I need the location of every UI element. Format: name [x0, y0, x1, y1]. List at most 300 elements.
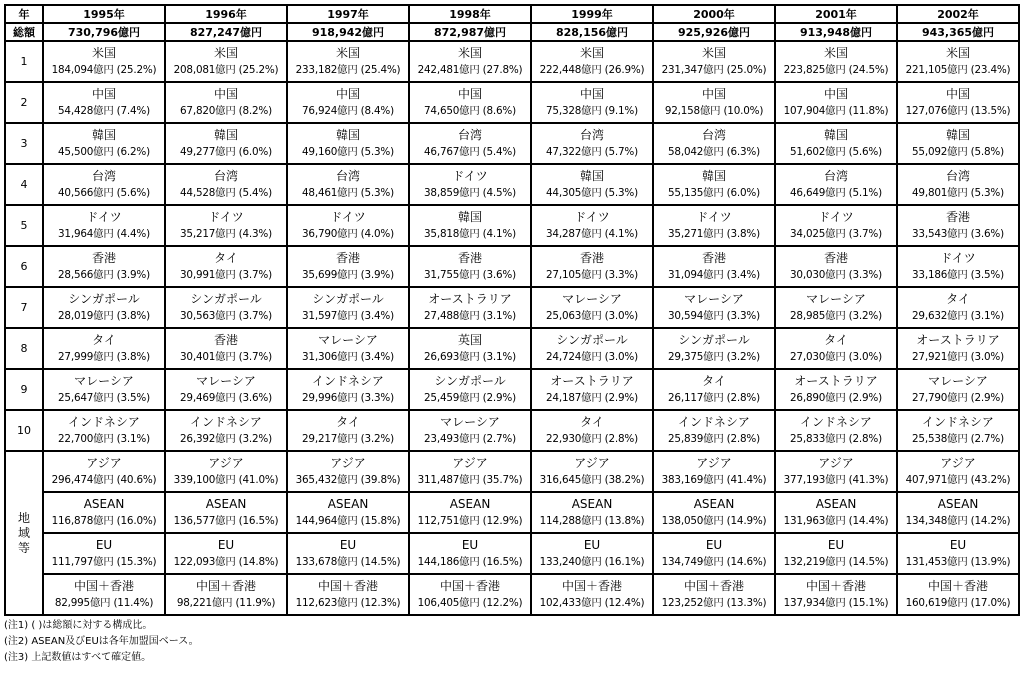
country-name: アジア — [940, 455, 976, 470]
trade-table — [4, 4, 1020, 616]
rank-number: 4 — [6, 165, 42, 204]
amount-share: 27,030億円 (3.0%) — [790, 350, 882, 363]
amount-share: 45,500億円 (6.2%) — [58, 145, 150, 158]
table-cell — [166, 124, 286, 163]
amount-share: 22,700億円 (3.1%) — [58, 432, 150, 445]
country-name: 中国 — [701, 86, 726, 101]
amount-share: 296,474億円 (40.6%) — [51, 473, 157, 486]
country-name: ドイツ — [574, 209, 610, 224]
country-name: インドネシア — [678, 414, 750, 429]
country-name: 米国 — [823, 45, 848, 60]
country-name: 韓国 — [91, 127, 116, 142]
amount-share: 31,597億円 (3.4%) — [302, 309, 394, 322]
amount-share: 407,971億円 (43.2%) — [905, 473, 1011, 486]
table-row — [6, 42, 1018, 81]
region-label — [6, 452, 42, 614]
country-name: EU — [705, 537, 723, 552]
table-cell — [288, 83, 408, 122]
amount-share: 27,105億円 (3.3%) — [546, 268, 638, 281]
country-name: 韓国 — [213, 127, 238, 142]
country-name: 米国 — [701, 45, 726, 60]
country-name: アジア — [574, 455, 610, 470]
amount-share: 31,094億円 (3.4%) — [668, 268, 760, 281]
table-row — [6, 247, 1018, 286]
year-header: 1999年 — [532, 6, 652, 22]
amount-share: 49,277億円 (6.0%) — [180, 145, 272, 158]
amount-share: 55,092億円 (5.8%) — [912, 145, 1004, 158]
table-cell — [288, 411, 408, 450]
table-cell — [532, 534, 652, 573]
country-name: インドネシア — [312, 373, 384, 388]
country-name: ドイツ — [940, 250, 976, 265]
table-cell — [410, 534, 530, 573]
country-name: 台湾 — [91, 168, 116, 183]
amount-share: 33,543億円 (3.6%) — [912, 227, 1004, 240]
table-cell — [898, 493, 1018, 532]
amount-share: 34,025億円 (3.7%) — [790, 227, 882, 240]
table-cell — [776, 42, 896, 81]
country-name: EU — [461, 537, 479, 552]
country-name: ASEAN — [815, 496, 857, 511]
amount-share: 34,287億円 (4.1%) — [546, 227, 638, 240]
amount-share: 24,187億円 (2.9%) — [546, 391, 638, 404]
amount-share: 27,488億円 (3.1%) — [424, 309, 516, 322]
table-cell — [532, 370, 652, 409]
footnote: (注1) ( )は総額に対する構成比。 — [4, 620, 153, 631]
region-label-char: 地 — [17, 510, 30, 525]
country-name: タイ — [702, 373, 726, 388]
amount-share: 144,964億円 (15.8%) — [295, 514, 401, 527]
amount-share: 74,650億円 (8.6%) — [424, 104, 516, 117]
table-cell — [288, 575, 408, 614]
amount-share: 106,405億円 (12.2%) — [417, 596, 523, 609]
table-cell — [44, 247, 164, 286]
country-name: インドネシア — [68, 414, 140, 429]
amount-share: 28,985億円 (3.2%) — [790, 309, 882, 322]
year-label: 年 — [6, 6, 42, 22]
country-name: EU — [827, 537, 845, 552]
amount-share: 30,991億円 (3.7%) — [180, 268, 272, 281]
table-cell — [410, 411, 530, 450]
amount-share: 26,117億円 (2.8%) — [668, 391, 760, 404]
amount-share: 54,428億円 (7.4%) — [58, 104, 150, 117]
table-cell — [288, 329, 408, 368]
country-name: 韓国 — [335, 127, 360, 142]
country-name: 中国＋香港 — [317, 578, 378, 593]
amount-share: 92,158億円 (10.0%) — [664, 104, 764, 117]
amount-share: 23,493億円 (2.7%) — [424, 432, 516, 445]
table-row — [6, 452, 1018, 491]
region-label-char: 域 — [17, 525, 30, 540]
country-name: 韓国 — [701, 168, 726, 183]
amount-share: 116,878億円 (16.0%) — [51, 514, 157, 527]
table-cell — [288, 370, 408, 409]
table-cell — [898, 206, 1018, 245]
country-name: 中国＋香港 — [927, 578, 988, 593]
table-cell — [776, 124, 896, 163]
country-name: EU — [95, 537, 113, 552]
rank-number: 6 — [6, 247, 42, 286]
amount-share: 36,790億円 (4.0%) — [302, 227, 394, 240]
table-cell — [654, 493, 774, 532]
country-name: アジア — [696, 455, 732, 470]
amount-share: 35,818億円 (4.1%) — [424, 227, 516, 240]
table-cell — [410, 124, 530, 163]
amount-share: 107,904億円 (11.8%) — [783, 104, 889, 117]
country-name: マレーシア — [318, 332, 378, 347]
amount-share: 339,100億円 (41.0%) — [173, 473, 279, 486]
amount-share: 26,693億円 (3.1%) — [424, 350, 516, 363]
country-name: 香港 — [91, 250, 116, 265]
country-name: アジア — [86, 455, 122, 470]
country-name: 米国 — [457, 45, 482, 60]
amount-share: 25,063億円 (3.0%) — [546, 309, 638, 322]
amount-share: 231,347億円 (25.0%) — [661, 63, 767, 76]
amount-share: 28,019億円 (3.8%) — [58, 309, 150, 322]
amount-share: 26,890億円 (2.9%) — [790, 391, 882, 404]
table-cell — [654, 534, 774, 573]
country-name: 中国 — [945, 86, 970, 101]
table-row — [6, 124, 1018, 163]
table-cell — [44, 124, 164, 163]
country-name: マレーシア — [562, 291, 622, 306]
year-header: 1997年 — [288, 6, 408, 22]
year-header: 2002年 — [898, 6, 1018, 22]
table-cell — [654, 575, 774, 614]
table-row — [6, 165, 1018, 204]
table-cell — [776, 452, 896, 491]
rank-number: 3 — [6, 124, 42, 163]
country-name: シンガポール — [434, 373, 506, 388]
total-value: 913,948億円 — [776, 24, 896, 40]
amount-share: 76,924億円 (8.4%) — [302, 104, 394, 117]
total-value: 943,365億円 — [898, 24, 1018, 40]
country-name: タイ — [824, 332, 848, 347]
amount-share: 134,749億円 (14.6%) — [661, 555, 767, 568]
table-cell — [288, 124, 408, 163]
table-cell — [532, 165, 652, 204]
country-name: 中国＋香港 — [561, 578, 622, 593]
table-cell — [288, 206, 408, 245]
document — [4, 4, 1020, 666]
amount-share: 122,093億円 (14.8%) — [173, 555, 279, 568]
country-name: マレーシア — [196, 373, 256, 388]
country-name: マレーシア — [928, 373, 988, 388]
rank-number: 2 — [6, 83, 42, 122]
table-cell — [532, 411, 652, 450]
table-cell — [776, 83, 896, 122]
table-cell — [654, 124, 774, 163]
country-name: 米国 — [945, 45, 970, 60]
table-cell — [776, 534, 896, 573]
country-name: タイ — [336, 414, 360, 429]
amount-share: 30,594億円 (3.3%) — [668, 309, 760, 322]
table-cell — [532, 42, 652, 81]
table-cell — [410, 493, 530, 532]
amount-share: 133,678億円 (14.5%) — [295, 555, 401, 568]
country-name: マレーシア — [74, 373, 134, 388]
table-cell — [898, 452, 1018, 491]
amount-share: 365,432億円 (39.8%) — [295, 473, 401, 486]
table-cell — [410, 452, 530, 491]
rank-number: 7 — [6, 288, 42, 327]
amount-share: 98,221億円 (11.9%) — [176, 596, 276, 609]
amount-share: 24,724億円 (3.0%) — [546, 350, 638, 363]
country-name: オーストラリア — [916, 332, 1000, 347]
table-cell — [532, 83, 652, 122]
amount-share: 35,699億円 (3.9%) — [302, 268, 394, 281]
total-value: 828,156億円 — [532, 24, 652, 40]
country-name: ドイツ — [452, 168, 488, 183]
amount-share: 48,461億円 (5.3%) — [302, 186, 394, 199]
country-name: 台湾 — [213, 168, 238, 183]
country-name: ASEAN — [937, 496, 979, 511]
country-name: シンガポール — [190, 291, 262, 306]
country-name: 台湾 — [457, 127, 482, 142]
country-name: ASEAN — [205, 496, 247, 511]
table-cell — [532, 247, 652, 286]
year-header-row — [6, 6, 1018, 22]
country-name: シンガポール — [68, 291, 140, 306]
table-cell — [288, 247, 408, 286]
amount-share: 30,401億円 (3.7%) — [180, 350, 272, 363]
amount-share: 26,392億円 (3.2%) — [180, 432, 272, 445]
table-cell — [44, 42, 164, 81]
table-cell — [166, 42, 286, 81]
table-cell — [410, 370, 530, 409]
table-cell — [532, 493, 652, 532]
table-cell — [898, 411, 1018, 450]
amount-share: 184,094億円 (25.2%) — [51, 63, 157, 76]
year-header: 2001年 — [776, 6, 896, 22]
country-name: 香港 — [335, 250, 360, 265]
amount-share: 29,632億円 (3.1%) — [912, 309, 1004, 322]
amount-share: 25,839億円 (2.8%) — [668, 432, 760, 445]
amount-share: 46,767億円 (5.4%) — [424, 145, 516, 158]
amount-share: 31,306億円 (3.4%) — [302, 350, 394, 363]
amount-share: 29,217億円 (3.2%) — [302, 432, 394, 445]
amount-share: 27,790億円 (2.9%) — [912, 391, 1004, 404]
amount-share: 31,964億円 (4.4%) — [58, 227, 150, 240]
year-header: 1996年 — [166, 6, 286, 22]
country-name: 香港 — [579, 250, 604, 265]
country-name: ドイツ — [696, 209, 732, 224]
table-cell — [898, 534, 1018, 573]
amount-share: 51,602億円 (5.6%) — [790, 145, 882, 158]
table-cell — [898, 124, 1018, 163]
table-cell — [44, 452, 164, 491]
table-row — [6, 411, 1018, 450]
table-cell — [166, 493, 286, 532]
amount-share: 29,469億円 (3.6%) — [180, 391, 272, 404]
table-body — [6, 42, 1018, 614]
table-row — [6, 534, 1018, 573]
country-name: 韓国 — [945, 127, 970, 142]
table-cell — [410, 83, 530, 122]
country-name: 中国 — [457, 86, 482, 101]
amount-share: 38,859億円 (4.5%) — [424, 186, 516, 199]
country-name: タイ — [214, 250, 238, 265]
amount-share: 22,930億円 (2.8%) — [546, 432, 638, 445]
amount-share: 27,999億円 (3.8%) — [58, 350, 150, 363]
amount-share: 133,240億円 (16.1%) — [539, 555, 645, 568]
country-name: 中国 — [335, 86, 360, 101]
amount-share: 131,453億円 (13.9%) — [905, 555, 1011, 568]
amount-share: 29,996億円 (3.3%) — [302, 391, 394, 404]
amount-share: 111,797億円 (15.3%) — [51, 555, 157, 568]
table-cell — [654, 329, 774, 368]
country-name: ドイツ — [208, 209, 244, 224]
amount-share: 31,755億円 (3.6%) — [424, 268, 516, 281]
rank-number: 9 — [6, 370, 42, 409]
country-name: 中国 — [213, 86, 238, 101]
table-cell — [288, 165, 408, 204]
table-cell — [44, 370, 164, 409]
country-name: タイ — [946, 291, 970, 306]
country-name: 中国 — [91, 86, 116, 101]
table-row — [6, 370, 1018, 409]
amount-share: 30,563億円 (3.7%) — [180, 309, 272, 322]
table-cell — [166, 452, 286, 491]
amount-share: 144,186億円 (16.5%) — [417, 555, 523, 568]
country-name: シンガポール — [678, 332, 750, 347]
table-cell — [654, 165, 774, 204]
amount-share: 49,160億円 (5.3%) — [302, 145, 394, 158]
amount-share: 30,030億円 (3.3%) — [790, 268, 882, 281]
table-cell — [44, 534, 164, 573]
footnote: (注2) ASEAN及びEUは各年加盟国ベース。 — [4, 636, 199, 647]
amount-share: 67,820億円 (8.2%) — [180, 104, 272, 117]
total-label: 総額 — [6, 24, 42, 40]
table-cell — [654, 411, 774, 450]
table-cell — [410, 329, 530, 368]
amount-share: 112,623億円 (12.3%) — [295, 596, 401, 609]
amount-share: 44,305億円 (5.3%) — [546, 186, 638, 199]
amount-share: 208,081億円 (25.2%) — [173, 63, 279, 76]
amount-share: 49,801億円 (5.3%) — [912, 186, 1004, 199]
table-cell — [166, 247, 286, 286]
table-cell — [166, 206, 286, 245]
country-name: 韓国 — [823, 127, 848, 142]
table-cell — [410, 288, 530, 327]
table-cell — [776, 165, 896, 204]
table-cell — [898, 165, 1018, 204]
amount-share: 138,050億円 (14.9%) — [661, 514, 767, 527]
year-header: 1998年 — [410, 6, 530, 22]
country-name: ASEAN — [693, 496, 735, 511]
country-name: EU — [583, 537, 601, 552]
country-name: オーストラリア — [550, 373, 634, 388]
amount-share: 114,288億円 (13.8%) — [539, 514, 645, 527]
total-value: 918,942億円 — [288, 24, 408, 40]
amount-share: 25,647億円 (3.5%) — [58, 391, 150, 404]
amount-share: 25,833億円 (2.8%) — [790, 432, 882, 445]
table-row — [6, 493, 1018, 532]
amount-share: 58,042億円 (6.3%) — [668, 145, 760, 158]
amount-share: 127,076億円 (13.5%) — [905, 104, 1011, 117]
country-name: アジア — [330, 455, 366, 470]
country-name: 台湾 — [701, 127, 726, 142]
table-cell — [654, 247, 774, 286]
table-cell — [654, 452, 774, 491]
country-name: オーストラリア — [428, 291, 512, 306]
amount-share: 123,252億円 (13.3%) — [661, 596, 767, 609]
amount-share: 33,186億円 (3.5%) — [912, 268, 1004, 281]
footnotes — [4, 618, 1020, 666]
country-name: 米国 — [579, 45, 604, 60]
amount-share: 311,487億円 (35.7%) — [417, 473, 523, 486]
amount-share: 25,459億円 (2.9%) — [424, 391, 516, 404]
table-cell — [898, 83, 1018, 122]
table-cell — [532, 329, 652, 368]
country-name: ASEAN — [327, 496, 369, 511]
amount-share: 221,105億円 (23.4%) — [905, 63, 1011, 76]
total-row — [6, 24, 1018, 40]
country-name: 中国＋香港 — [683, 578, 744, 593]
country-name: 香港 — [945, 209, 970, 224]
country-name: インドネシア — [922, 414, 994, 429]
table-cell — [776, 206, 896, 245]
table-row — [6, 206, 1018, 245]
table-cell — [532, 206, 652, 245]
table-cell — [166, 534, 286, 573]
amount-share: 25,538億円 (2.7%) — [912, 432, 1004, 445]
country-name: マレーシア — [440, 414, 500, 429]
country-name: 中国＋香港 — [195, 578, 256, 593]
amount-share: 223,825億円 (24.5%) — [783, 63, 889, 76]
amount-share: 75,328億円 (9.1%) — [546, 104, 638, 117]
country-name: 中国＋香港 — [439, 578, 500, 593]
table-cell — [166, 165, 286, 204]
amount-share: 44,528億円 (5.4%) — [180, 186, 272, 199]
amount-share: 160,619億円 (17.0%) — [905, 596, 1011, 609]
table-cell — [776, 247, 896, 286]
table-cell — [44, 493, 164, 532]
table-cell — [44, 206, 164, 245]
table-cell — [288, 534, 408, 573]
country-name: ASEAN — [449, 496, 491, 511]
country-name: 香港 — [213, 332, 238, 347]
table-cell — [654, 83, 774, 122]
country-name: 英国 — [457, 332, 482, 347]
table-row — [6, 288, 1018, 327]
table-cell — [898, 575, 1018, 614]
amount-share: 136,577億円 (16.5%) — [173, 514, 279, 527]
amount-share: 377,193億円 (41.3%) — [783, 473, 889, 486]
country-name: ASEAN — [83, 496, 125, 511]
amount-share: 29,375億円 (3.2%) — [668, 350, 760, 363]
year-header: 2000年 — [654, 6, 774, 22]
table-cell — [532, 452, 652, 491]
total-value: 827,247億円 — [166, 24, 286, 40]
amount-share: 242,481億円 (27.8%) — [417, 63, 523, 76]
country-name: 中国 — [823, 86, 848, 101]
country-name: 米国 — [335, 45, 360, 60]
table-cell — [776, 329, 896, 368]
table-cell — [410, 42, 530, 81]
table-cell — [776, 575, 896, 614]
amount-share: 55,135億円 (6.0%) — [668, 186, 760, 199]
amount-share: 28,566億円 (3.9%) — [58, 268, 150, 281]
country-name: 韓国 — [579, 168, 604, 183]
country-name: EU — [949, 537, 967, 552]
amount-share: 47,322億円 (5.7%) — [546, 145, 638, 158]
table-cell — [44, 575, 164, 614]
country-name: オーストラリア — [794, 373, 878, 388]
table-cell — [898, 247, 1018, 286]
amount-share: 27,921億円 (3.0%) — [912, 350, 1004, 363]
table-cell — [44, 165, 164, 204]
